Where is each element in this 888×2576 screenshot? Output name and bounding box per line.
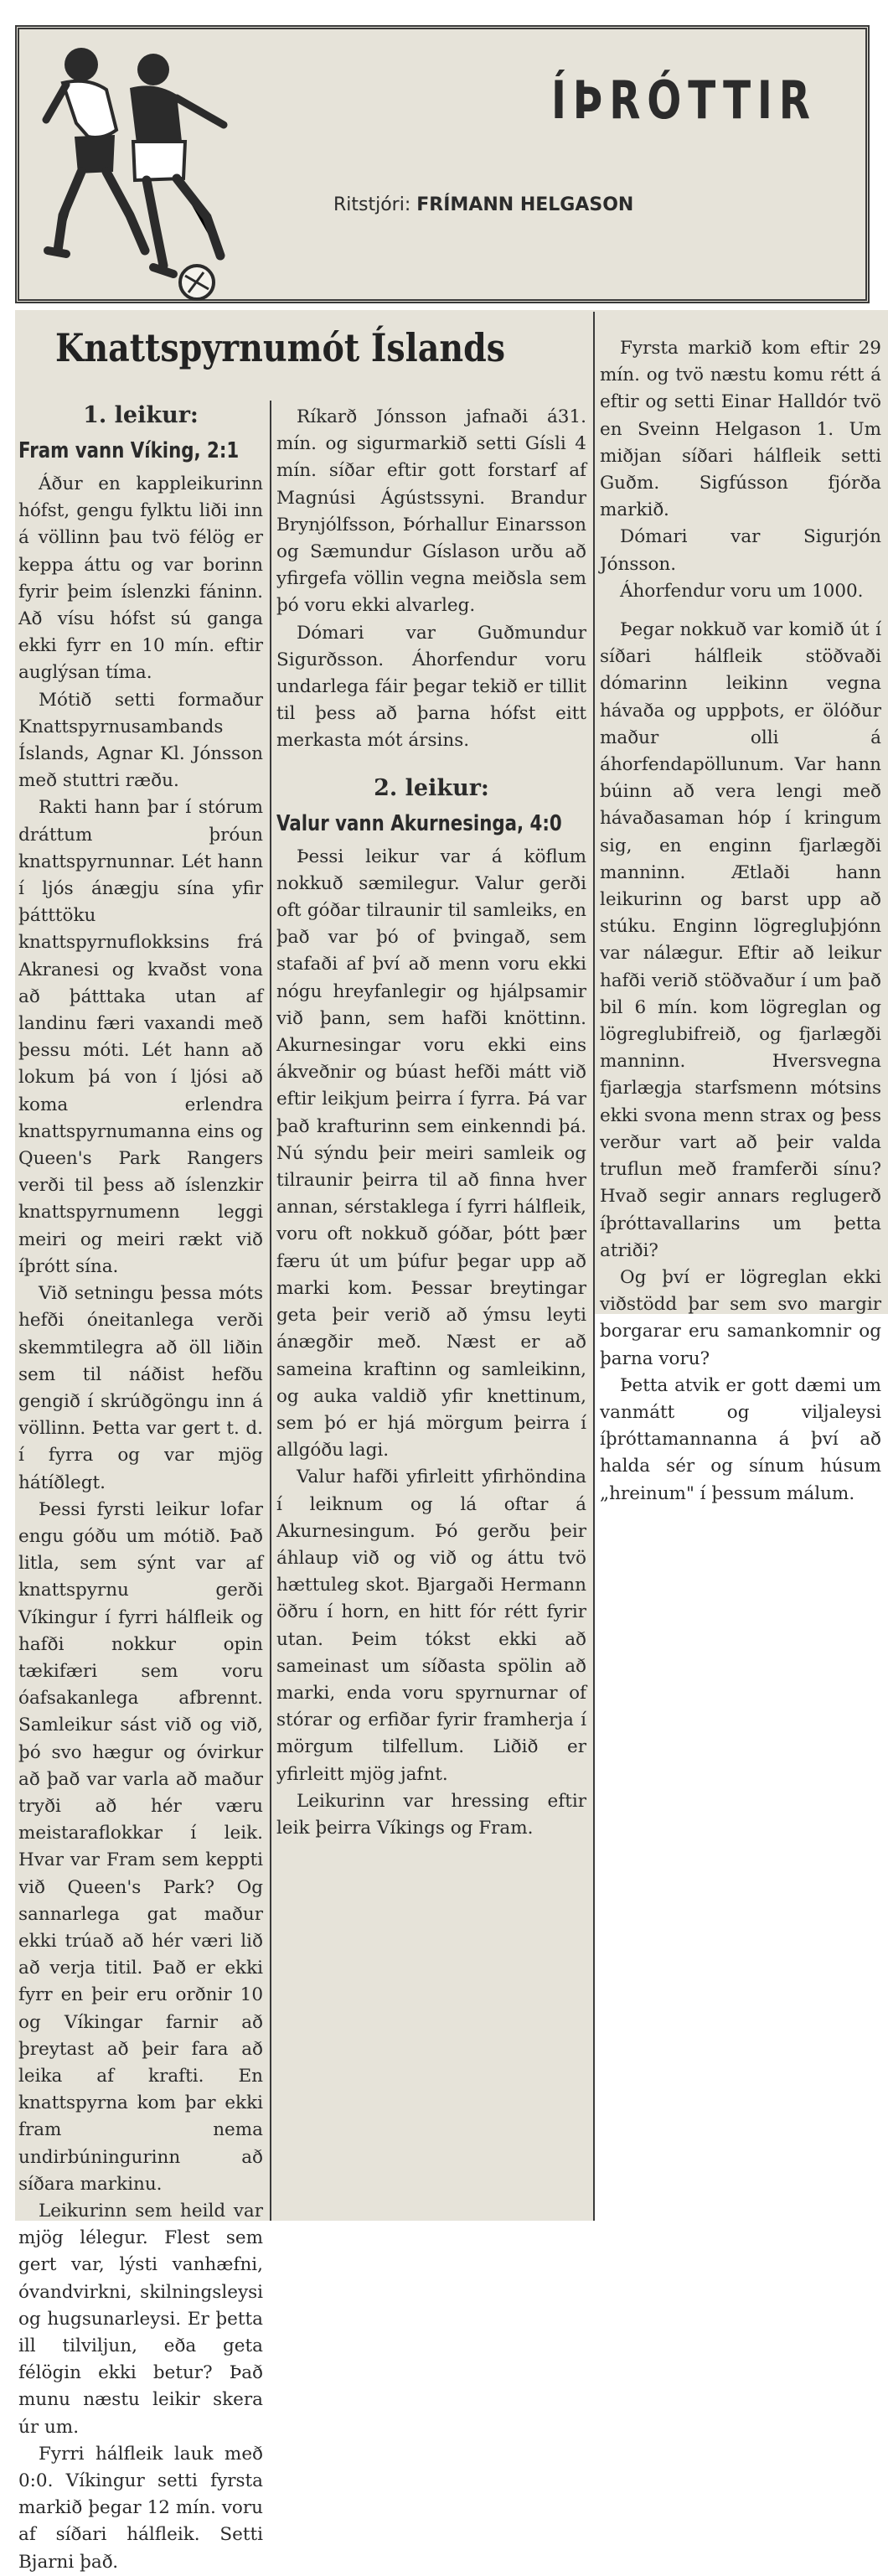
paragraph: Þegar nokkuð var komið út í síðari hálfleik stöðvaði dómarinn leikinn vegna hávaða og uppþots, er ölóður maður olli á áhorfendapöllunum. Var hann búinn að vera lengi með hávaðasaman hóp í kringum sig, en enginn fjarlægði manninn. Ætlaði hann leikurinn og barst upp að stúku. Enginn lögregluþjónn var nálægur. Eftir að leikur hafði verið stöðvaður í um það bil 6 mín. kom lögreglan og lögreglubifreið, og fjarlægði manninn. Hversvegna fjarlægja starfsmenn mótsins ekki svona menn strax og þess verður vart að þeir valda truflun með framferði sínu? Hvað segir annars reglugerð íþróttavallarins um þetta atriði?	[600, 619, 881, 1261]
match-label: 2. leikur:	[374, 774, 489, 801]
match-label: 1. leikur:	[83, 402, 199, 428]
paragraph: Dómari var Sigurjón Jónsson.	[600, 526, 881, 575]
editor-prefix: Ritstjóri:	[333, 194, 411, 215]
paragraph: Mótið setti formaður Knattspyrnusambands Íslands, Agnar Kl. Jónsson með stuttri ræðu.	[18, 689, 263, 792]
article-column-3	[600, 335, 881, 1504]
section-header	[15, 25, 870, 303]
column-rule	[593, 312, 595, 2221]
match-subtitle: Valur vann Akurnesinga, 4:0	[276, 810, 562, 836]
football-players-illustration	[29, 31, 247, 301]
paragraph: Ríkarð Jónsson jafnaði á31. mín. og sigurmarkið setti Gísli 4 mín. síðar eftir gott forstarf af Magnúsi Ágústssyni. Brandur Brynjólfsson, Þórhallur Einarsson og Sæmundur Gíslason urðu að yfirgefa völlin vegna meiðsla sem þó voru ekki alvarleg.	[276, 406, 586, 617]
paragraph: Þetta atvik er gott dæmi um vanmátt og viljaleysi íþróttamannanna á því að halda sér og sínum húsum „hreinum" í þessum málum.	[600, 1374, 881, 1504]
paragraph: Fyrri hálfleik lauk með 0:0. Víkingur setti fyrsta markið þegar 12 mín. voru af síðari hálfleik. Setti Bjarni það.	[18, 2443, 263, 2573]
column-rule	[270, 401, 271, 2221]
paragraph: Leikurinn sem heild var mjög lélegur. Flest sem gert var, lýsti vanhæfni, óvandvirkni, skilningsleysi og hugsunarleysi. Er þetta ill tilviljun, eða geta félögin ekki betur? Það munu næstu leikir skera úr um.	[18, 2201, 263, 2438]
section-title: ÍÞRÓTTIR	[551, 70, 817, 131]
paragraph: Og því er lögreglan ekki viðstödd þar sem svo margir borgarar eru samankomnir og þarna voru?	[600, 1266, 881, 1369]
paragraph: Dómari var Guðmundur Sigurðsson. Áhorfendur voru undarlega fáir þegar tekið er tillit til þess að þarna hófst eitt merkasta mót ársins.	[276, 622, 586, 752]
paragraph: Áhorfendur voru um 1000.	[620, 580, 864, 602]
article-column-2	[276, 404, 586, 2221]
paragraph: Leikurinn var hressing eftir leik þeirra Víkings og Fram.	[276, 1790, 586, 1839]
paragraph: Áður en kappleikurinn hófst, gengu fylktu liði inn á völlinn þau tvö félög er keppa áttu og var borinn fyrir þeim íslenzki fáninn. Að vísu hófst sú ganga ekki fyrr en 10 mín. eftir auglýsan tíma.	[18, 473, 263, 684]
paragraph: Þessi leikur var á köflum nokkuð sæmilegur. Valur gerði oft góðar tilraunir til samleiks, en það var þó of þvingað, sem stafaði af því að menn voru ekki nógu hreyfanlegir og hjálpsamir við þann, sem hafði knöttinn. Akurnesingar voru ekki eins ákveðnir og búast hefði mátt við eftir leikjum þeirra í fyrra. Þá var það krafturinn sem einkenndi þá. Nú sýndu þeir meiri samleik og tilraunir þeirra til að finna hver annan, sérstaklega í fyrri hálfleik, voru oft nokkuð góðar, þótt þær færu út um þúfur þegar upp að marki kom. Þessar breytingar geta þeir verið að ýmsu leyti ánægðir með. Næst er að sameina kraftinn og samleikinn, og auka valdið yfir knettinum, sem þó er hjá mörgum þeirra í allgóðu lagi.	[276, 846, 586, 1461]
paragraph: Fyrsta markið kom eftir 29 mín. og tvö næstu komu rétt á eftir og setti Einar Halldór tvö en Sveinn Helgason 1. Um miðjan síðari hálfleik setti Guðm. Sigfússon fjórða markið.	[600, 338, 881, 521]
match-subtitle: Fram vann Víking, 2:1	[18, 438, 240, 463]
paragraph: Við setningu þessa móts hefði óneitanlega verði skemmtilegra að öll liðin sem til náðist hefðu gengið í skrúðgöngu inn á völlinn. Þetta var gert t. d. í fyrra og var mjög hátíðlegt.	[18, 1283, 263, 1493]
paragraph: Þessi fyrsti leikur lofar engu góðu um mótið. Það litla, sem sýnt var af knattspyrnu gerði Víkingur í fyrri hálfleik og hafði nokkur opin tækifæri sem voru óafsakanlega afbrennt. Samleikur sást við og við, þó svo hægur og óvirkur að það var varla að maður tryði að hér væru meistaraflokkar í leik. Hvar var Fram sem keppti við Queen's Park? Og sannarlega gat maður ekki trúað að hér væri lið að verja titil. Það er ekki fyrr en þeir eru orðnir 10 og Víkingar farnir að þreytast að þeir fara að leika af krafti. En knattspyrna kom þar ekki fram nema undirbúningurinn að síðara markinu.	[18, 1498, 263, 2195]
editor-credit	[333, 194, 633, 215]
article-headline: Knattspyrnumót Íslands	[55, 325, 506, 370]
paragraph: Valur hafði yfirleitt yfirhöndina í leiknum og lá oftar á Akurnesingum. Þó gerðu þeir áhlaup við og við og áttu tvö hættuleg skot. Bjargaði Hermann öðru í horn, en hitt fór rétt fyrir utan. Þeim tókst ekki að sameinast um síðasta spölin að marki, enda voru spyrnurnar of stórar og erfiðar fyrir framherja í mörgum tilfellum. Liðið er yfirleitt mjög jafnt.	[276, 1466, 586, 1785]
article-column-1	[18, 399, 263, 2573]
paragraph: Rakti hann þar í stórum dráttum þróun knattspyrnunnar. Lét hann í ljós ánægju sína yfir þátttöku knattspyrnuflokksins frá Akranesi og kvaðst vona að þátttaka utan af landinu færi vaxandi með þessu móti. Lét hann að lokum þá von í ljósi að koma erlendra knattspyrnumanna eins og Queen's Park Rangers verði til þess að íslenzkir knattspyrnumenn leggi meiri og meiri rækt við íþrótt sína.	[18, 797, 263, 1277]
editor-name: FRÍMANN HELGASON	[416, 194, 634, 215]
